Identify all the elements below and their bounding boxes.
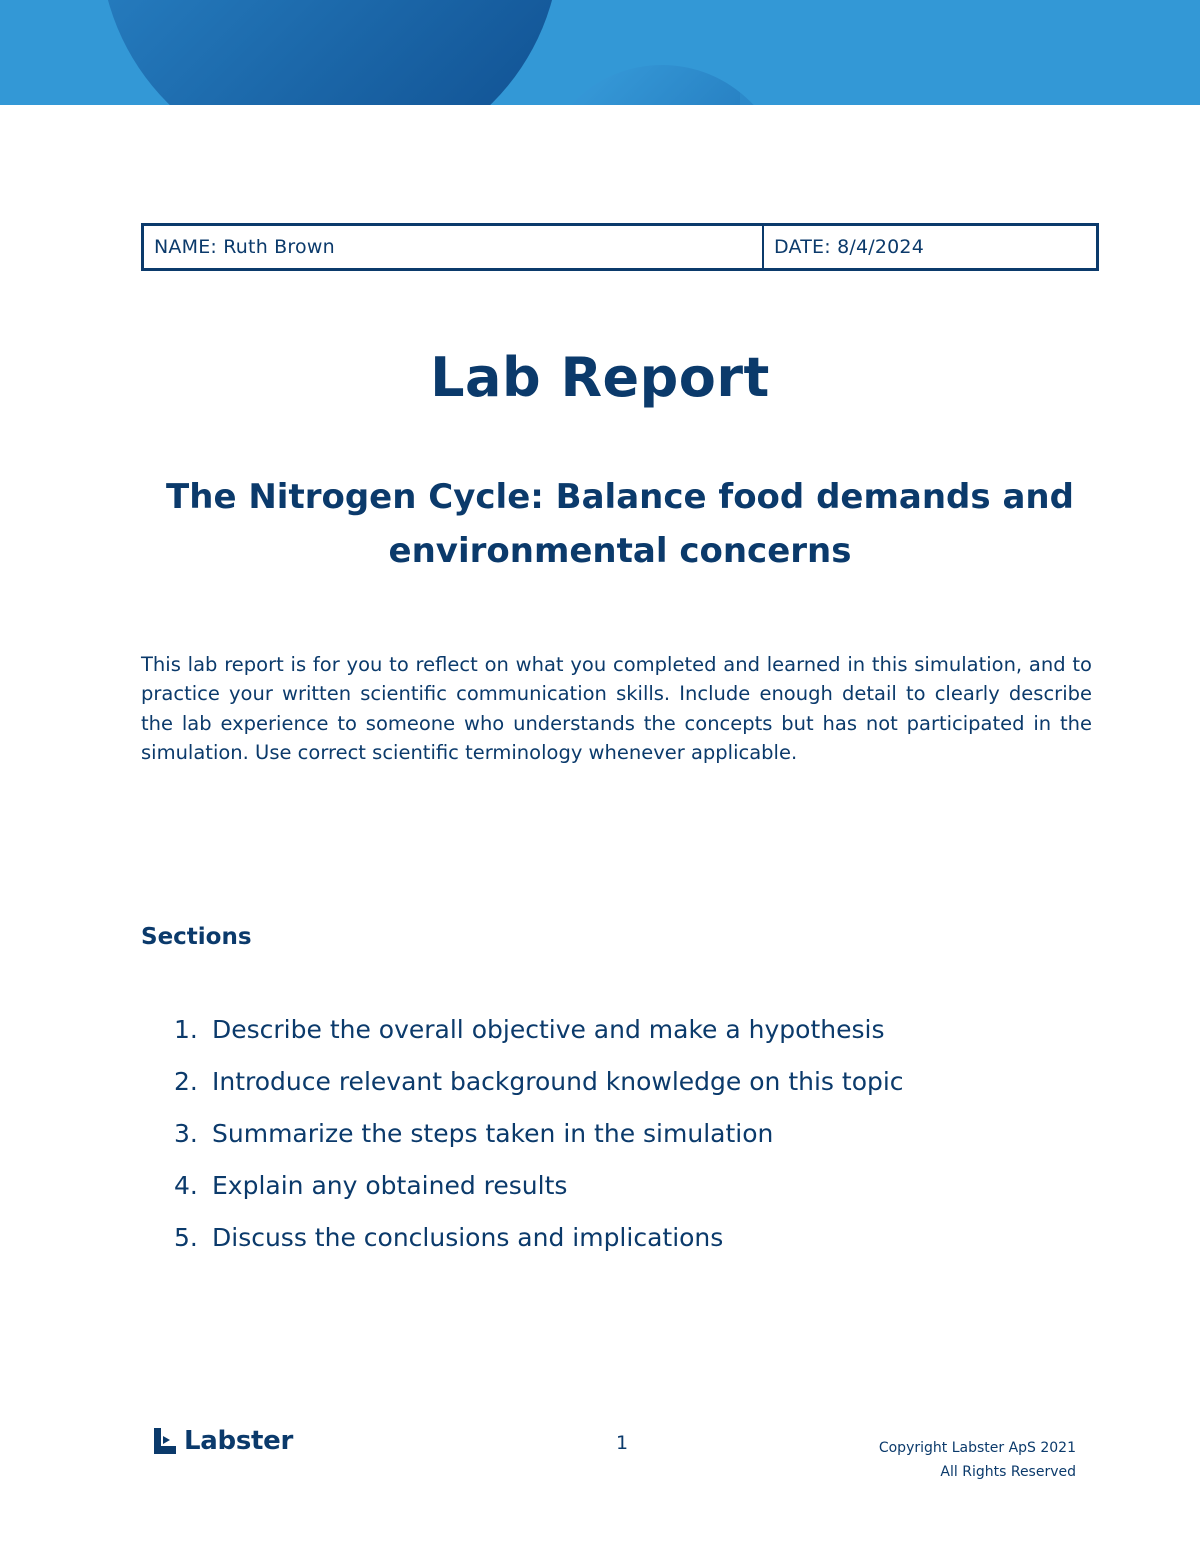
labster-logo	[152, 1426, 293, 1456]
list-item-text: Describe the overall objective and make a hypothesis	[212, 1015, 885, 1044]
page-title: Lab Report	[430, 346, 770, 409]
banner-circle-large	[100, 0, 560, 105]
name-field: NAME: Ruth Brown	[144, 226, 764, 268]
page-number: 1	[615, 1432, 629, 1454]
sections-list	[174, 1004, 1074, 1264]
list-item-text: Introduce relevant background knowledge on this topic	[212, 1067, 904, 1096]
list-item-number: 2.	[174, 1067, 198, 1096]
sections-heading: Sections	[141, 924, 252, 950]
rights-line: All Rights Reserved	[940, 1464, 1076, 1480]
header-banner	[0, 0, 1200, 105]
brand-name: Labster	[184, 1426, 293, 1456]
list-item-text: Summarize the steps taken in the simulation	[212, 1119, 774, 1148]
list-item-number: 5.	[174, 1223, 198, 1252]
intro-paragraph: This lab report is for you to reflect on what you completed and learned in this simulation, and to practice your written scientific communication skills. Include enough detail to clearly describe the lab experience to someone who understands the concepts but has not participated in the simulation. Use correct scientific terminology whenever applicable.	[141, 653, 1092, 764]
list-item	[174, 1004, 1074, 1056]
copyright-notice	[879, 1436, 1076, 1484]
list-item-number: 1.	[174, 1015, 198, 1044]
list-item	[174, 1160, 1074, 1212]
list-item	[174, 1108, 1074, 1160]
date-field: DATE: 8/4/2024	[774, 236, 925, 258]
page-subtitle: The Nitrogen Cycle: Balance food demands and environmental concerns	[166, 477, 1074, 571]
list-item-text: Discuss the conclusions and implications	[212, 1223, 724, 1252]
list-item	[174, 1212, 1074, 1264]
list-item	[174, 1056, 1074, 1108]
copyright-line: Copyright Labster ApS 2021	[878, 1440, 1076, 1456]
labster-logo-icon	[152, 1426, 178, 1456]
list-item-number: 3.	[174, 1119, 198, 1148]
list-item-number: 4.	[174, 1171, 198, 1200]
list-item-text: Explain any obtained results	[212, 1171, 568, 1200]
banner-decoration	[0, 0, 1200, 105]
student-info-table	[141, 223, 1099, 271]
